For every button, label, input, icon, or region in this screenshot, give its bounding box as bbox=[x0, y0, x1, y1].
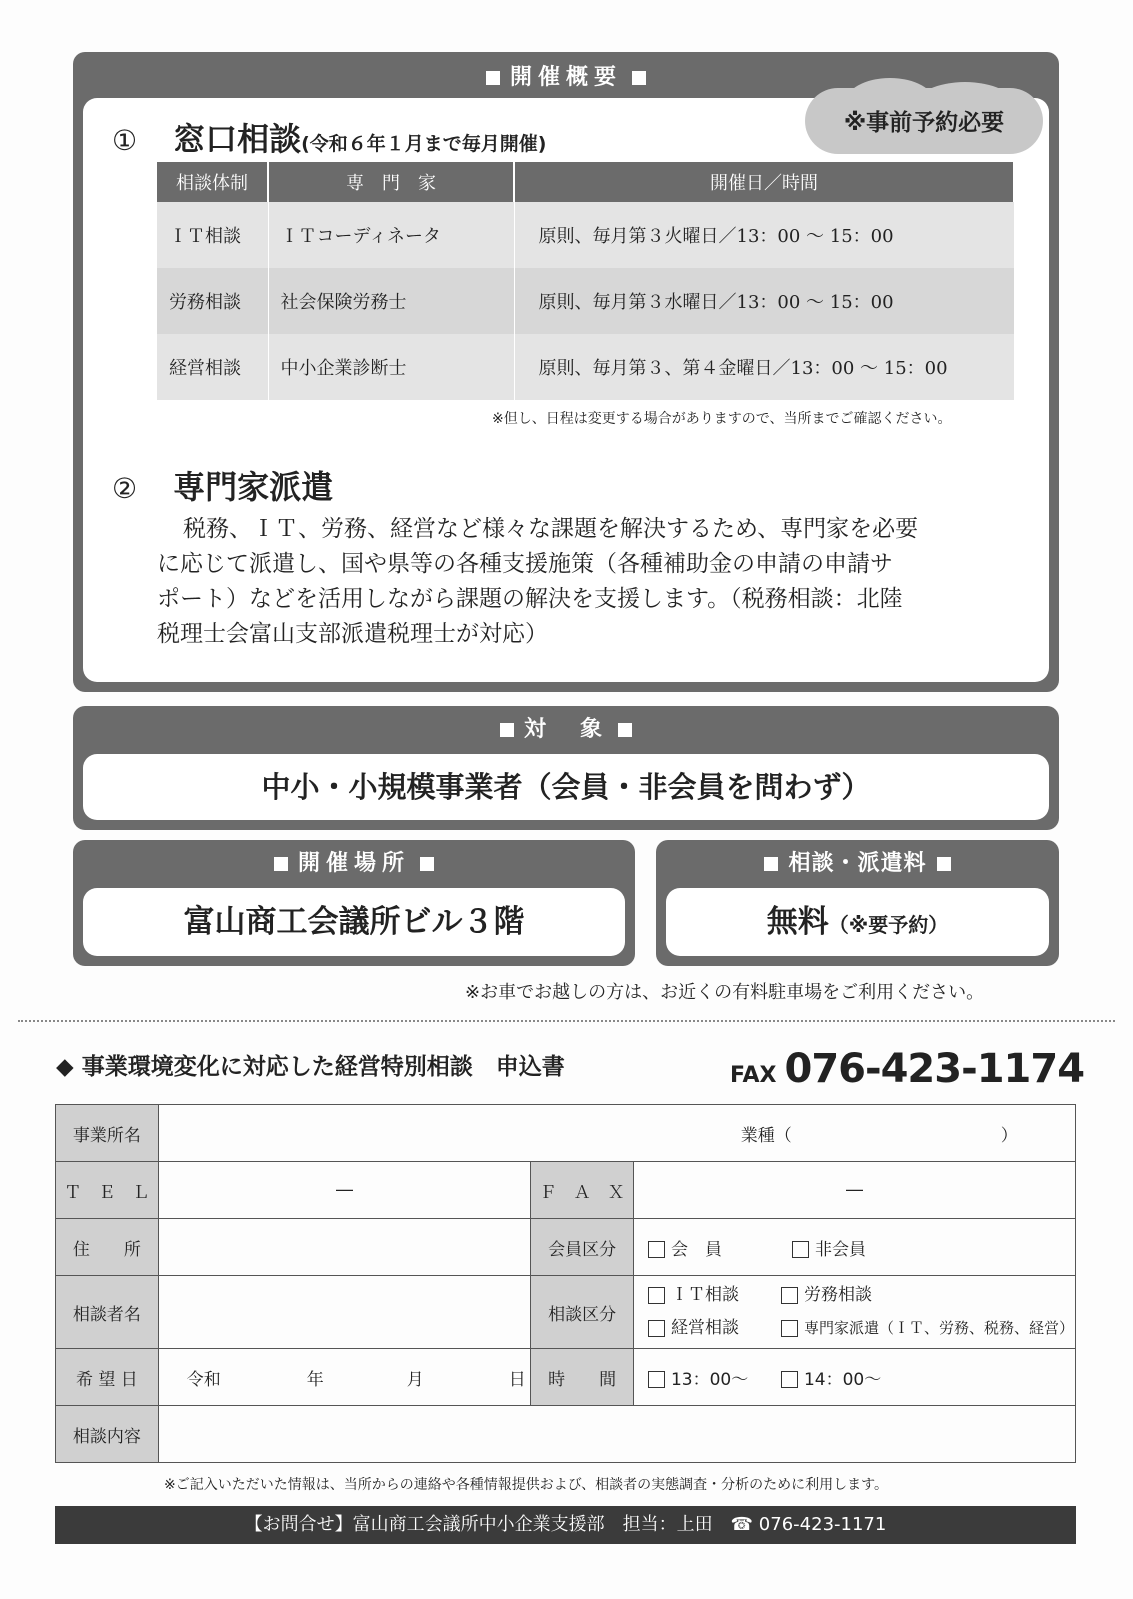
section2-number: ② bbox=[112, 472, 138, 505]
fax-header bbox=[730, 1046, 1084, 1092]
day-label: 日 bbox=[508, 1370, 526, 1390]
member-type-field bbox=[633, 1219, 1075, 1276]
management-consult-checkbox[interactable] bbox=[648, 1320, 665, 1337]
label-tel: Ｔ Ｅ Ｌ bbox=[56, 1162, 159, 1219]
year-label: 年 bbox=[306, 1370, 324, 1390]
fee-title: 相談・派遣料 bbox=[788, 851, 927, 876]
application-form-table bbox=[55, 1104, 1076, 1463]
tel-field[interactable] bbox=[158, 1162, 530, 1219]
fax-label: FAX bbox=[730, 1063, 777, 1088]
time-option: 14：00～ bbox=[803, 1369, 882, 1390]
table-note: ※但し、日程は変更する場合がありますので、当所までご確認ください。 bbox=[492, 411, 952, 427]
venue-inner bbox=[83, 888, 625, 956]
dash-separator: ― bbox=[335, 1180, 353, 1200]
label-consult-type: 相談区分 bbox=[531, 1276, 634, 1349]
target-text: 中小・小規模事業者（会員・非会員を問わず） bbox=[261, 770, 871, 804]
consult-type-field bbox=[633, 1276, 1075, 1349]
table-row bbox=[157, 334, 1014, 400]
col-header-type: 相談体制 bbox=[157, 162, 268, 202]
cell-expert: 社会保険労務士 bbox=[268, 268, 514, 334]
section1-number: ① bbox=[112, 124, 138, 157]
badge-text: ※事前予約必要 bbox=[843, 110, 1005, 136]
target-title: 対 象 bbox=[523, 717, 608, 742]
dash-separator: ― bbox=[845, 1180, 863, 1200]
col-header-expert: 専 門 家 bbox=[268, 162, 514, 202]
address-field[interactable] bbox=[158, 1219, 530, 1276]
label-consultant: 相談者名 bbox=[56, 1276, 159, 1349]
fax-field[interactable] bbox=[633, 1162, 1075, 1219]
section2-body bbox=[157, 512, 1037, 652]
fee-inner bbox=[666, 888, 1049, 956]
bullet-square-icon bbox=[937, 857, 951, 871]
label-fax: Ｆ Ａ Ｘ bbox=[531, 1162, 634, 1219]
non-member-checkbox[interactable] bbox=[792, 1241, 809, 1258]
era-label: 令和 bbox=[186, 1370, 221, 1390]
labor-consult-checkbox[interactable] bbox=[781, 1287, 798, 1304]
bullet-square-icon bbox=[618, 723, 632, 737]
fax-number: 076-423-1174 bbox=[784, 1046, 1085, 1092]
label-address: 住 所 bbox=[56, 1219, 159, 1276]
contact-text: 【お問合せ】富山商工会議所中小企業支援部 担当：上田 ☎ 076-423-1171 bbox=[244, 1514, 887, 1535]
date-field[interactable] bbox=[158, 1349, 530, 1406]
cell-schedule: 原則、毎月第３火曜日／13：00 ～ 15：00 bbox=[514, 202, 1014, 268]
contact-footer bbox=[55, 1506, 1076, 1544]
time-1400-checkbox[interactable] bbox=[781, 1371, 798, 1388]
target-title-wrap bbox=[73, 712, 1059, 743]
table-row bbox=[157, 202, 1014, 268]
fee-panel bbox=[656, 840, 1059, 966]
consultant-field[interactable] bbox=[158, 1276, 530, 1349]
parking-note: ※お車でお越しの方は、お近くの有料駐車場をご利用ください。 bbox=[465, 982, 985, 1003]
label-date: 希 望 日 bbox=[56, 1349, 159, 1406]
section1-title: 窓口相談 bbox=[173, 120, 302, 158]
section2-line: ポート）などを活用しながら課題の解決を支援します。（税務相談：北陸 bbox=[157, 586, 903, 612]
target-panel bbox=[73, 706, 1059, 830]
label-content: 相談内容 bbox=[56, 1406, 159, 1463]
section1-heading bbox=[112, 114, 547, 160]
consult-option: ＩＴ相談 bbox=[670, 1285, 739, 1305]
time-option: 13：00～ bbox=[670, 1369, 749, 1390]
industry-label: 業種（ bbox=[740, 1126, 792, 1146]
cut-line-divider bbox=[18, 1020, 1115, 1022]
bullet-square-icon bbox=[632, 71, 646, 85]
cell-type: 労務相談 bbox=[157, 268, 268, 334]
target-inner bbox=[83, 754, 1049, 820]
cell-type: 経営相談 bbox=[157, 334, 268, 400]
reservation-badge bbox=[805, 78, 1043, 164]
table-row bbox=[157, 268, 1014, 334]
month-label: 月 bbox=[406, 1370, 424, 1390]
bullet-square-icon bbox=[486, 71, 500, 85]
section2-line: 税務、ＩＴ、労務、経営など様々な課題を解決するため、専門家を必要 bbox=[183, 516, 919, 542]
label-time: 時 間 bbox=[531, 1349, 634, 1406]
content-field[interactable] bbox=[158, 1406, 1075, 1463]
cell-schedule: 原則、毎月第３、第４金曜日／13：00 ～ 15：00 bbox=[514, 334, 1014, 400]
time-1300-checkbox[interactable] bbox=[648, 1371, 665, 1388]
bullet-square-icon bbox=[274, 857, 288, 871]
expert-dispatch-checkbox[interactable] bbox=[781, 1320, 798, 1337]
cell-schedule: 原則、毎月第３水曜日／13：00 ～ 15：00 bbox=[514, 268, 1014, 334]
section2-line: 税理士会富山支部派遣税理士が対応） bbox=[157, 621, 548, 647]
cell-type: ＩＴ相談 bbox=[157, 202, 268, 268]
section2-title: 専門家派遣 bbox=[173, 468, 334, 506]
member-option: 会 員 bbox=[670, 1239, 722, 1260]
fee-text: 無料 bbox=[766, 904, 829, 940]
fee-title-wrap bbox=[656, 846, 1059, 877]
office-field[interactable] bbox=[158, 1105, 1075, 1162]
section2-heading bbox=[112, 462, 333, 508]
section1-subtitle: (令和６年１月まで毎月開催) bbox=[301, 133, 547, 155]
form-heading: ◆ 事業環境変化に対応した経営特別相談 申込書 bbox=[56, 1054, 565, 1080]
bullet-square-icon bbox=[500, 723, 514, 737]
it-consult-checkbox[interactable] bbox=[648, 1287, 665, 1304]
consult-option: 経営相談 bbox=[670, 1318, 739, 1338]
col-header-schedule: 開催日／時間 bbox=[514, 162, 1014, 202]
venue-title: 開催場所 bbox=[297, 851, 410, 876]
time-field bbox=[633, 1349, 1075, 1406]
non-member-option: 非会員 bbox=[814, 1239, 866, 1260]
cell-expert: 中小企業診断士 bbox=[268, 334, 514, 400]
overview-title: 開催概要 bbox=[509, 65, 622, 90]
privacy-note: ※ご記入いただいた情報は、当所からの連絡や各種情報提供および、相談者の実態調査・分析のために利用します。 bbox=[164, 1477, 889, 1493]
cell-expert: ＩＴコーディネータ bbox=[268, 202, 514, 268]
consult-option: 労務相談 bbox=[803, 1285, 872, 1305]
section2-line: に応じて派遣し、国や県等の各種支援施策（各種補助金の申請の申請サ bbox=[157, 551, 893, 577]
venue-text: 富山商工会議所ビル３階 bbox=[183, 904, 525, 940]
venue-panel bbox=[73, 840, 635, 966]
bullet-square-icon bbox=[420, 857, 434, 871]
label-member-type: 会員区分 bbox=[531, 1219, 634, 1276]
bullet-square-icon bbox=[764, 857, 778, 871]
venue-title-wrap bbox=[73, 846, 635, 877]
schedule-table bbox=[157, 162, 1015, 400]
industry-close: ） bbox=[1000, 1126, 1018, 1146]
fee-subtext: （※要予約） bbox=[828, 913, 949, 937]
member-checkbox[interactable] bbox=[648, 1241, 665, 1258]
label-office: 事業所名 bbox=[56, 1105, 159, 1162]
consult-option: 専門家派遣（ＩＴ、労務、税務、経営） bbox=[803, 1319, 1074, 1337]
